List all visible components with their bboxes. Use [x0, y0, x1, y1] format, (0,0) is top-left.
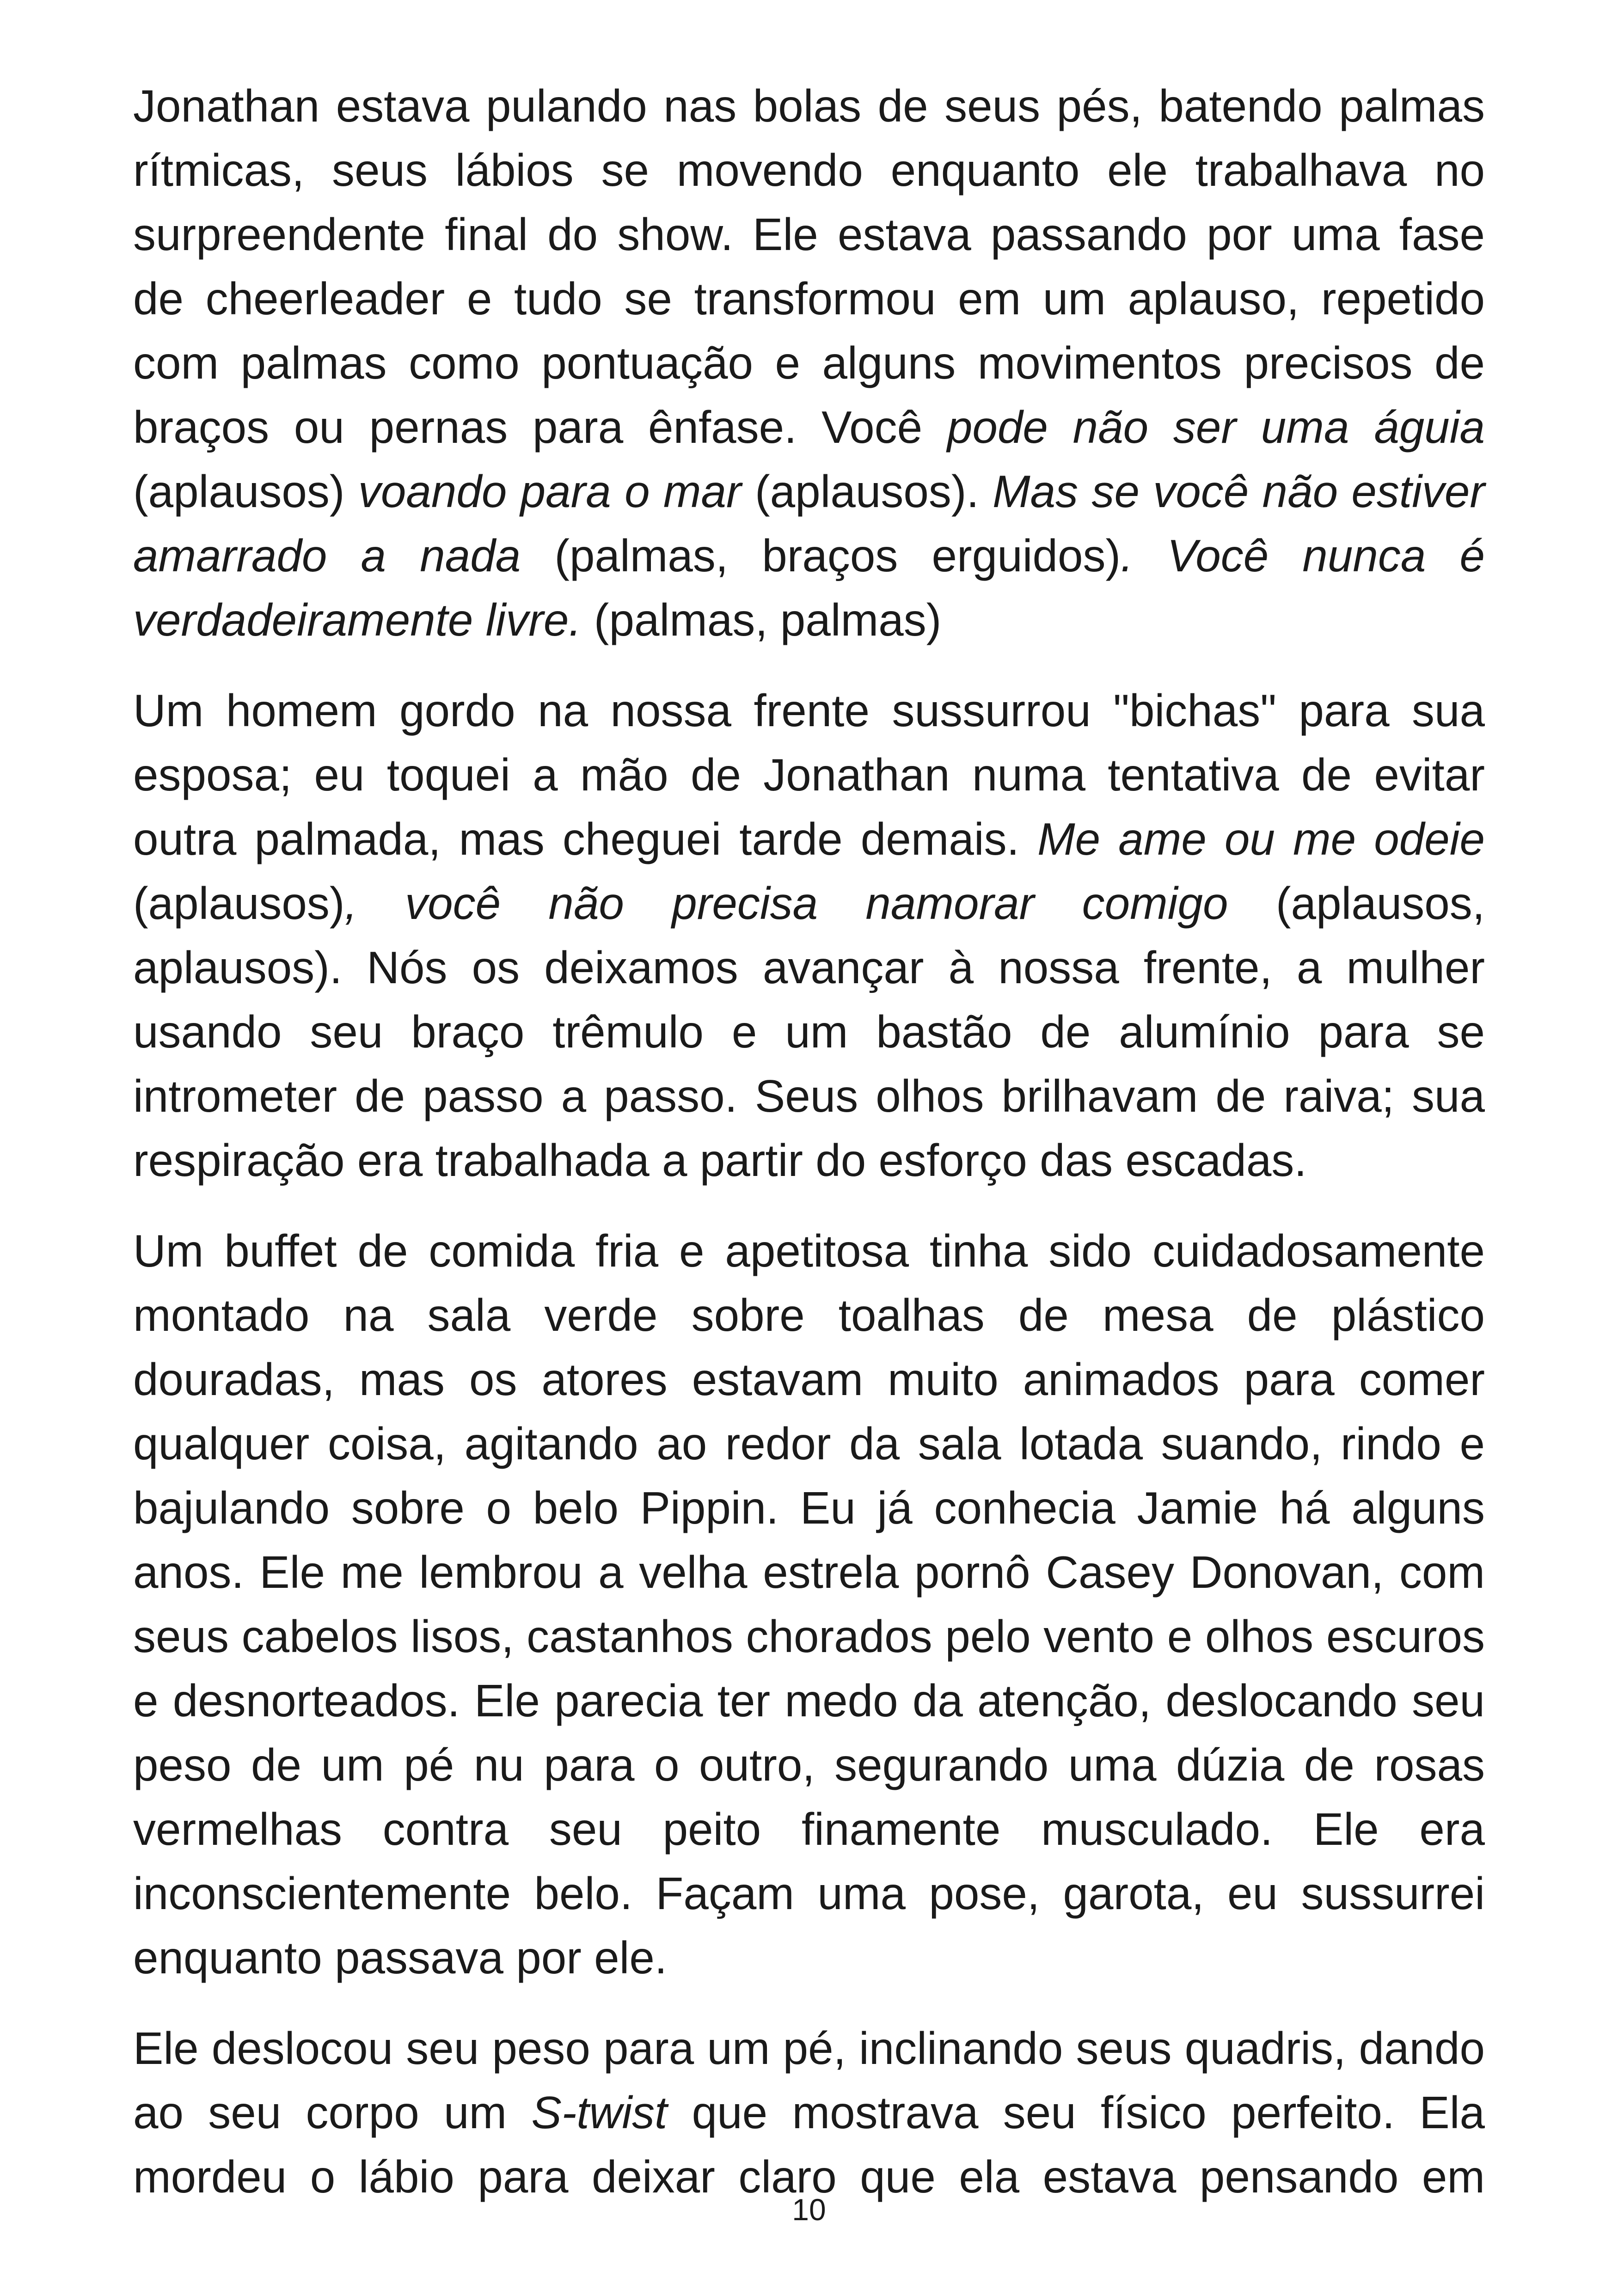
italic-text-run: Me ame ou me odeie — [1037, 814, 1485, 864]
text-run: que mostrava seu físico perfeito. Ela mordeu o lábio para deixar claro que ela estava pensando em — [133, 2087, 1485, 2202]
text-run: Um buffet de comida fria e apetitosa tinha sido cuidadosamente montado na sala verde sobre toalhas de mesa de plástico douradas, mas os atores estavam muito animados para comer qualquer coisa, agitando ao redor da sala lotada suando, rindo e bajulando sobre o belo Pippin. Eu já conhecia Jamie há alguns anos. Ele me lembrou a velha estrela pornô Casey Donovan, com seus cabelos lisos, castanhos chorados pelo vento e olhos escuros e desnorteados. Ele parecia ter medo da atenção, deslocando seu peso de um pé nu para o outro, segurando uma dúzia de rosas vermelhas contra seu peito finamente musculado. Ele era inconscientemente belo. Façam uma pose, garota, eu sussurrei enquanto passava por ele. — [133, 1225, 1485, 1983]
text-run: (palmas, braços erguidos) — [521, 530, 1121, 581]
page-number: 10 — [792, 2192, 826, 2227]
paragraph — [133, 74, 1485, 652]
text-run: Um homem gordo na nossa frente sussurrou "bichas" para sua esposa; eu toquei a mão de Jonathan numa tentativa de evitar outra palmada, mas cheguei tarde demais. — [133, 685, 1485, 864]
text-run: (aplausos). — [741, 466, 993, 517]
text-run: (aplausos) — [133, 466, 358, 517]
italic-text-run: , você não precisa namorar comigo — [344, 878, 1228, 929]
italic-text-run: voando para o mar — [358, 466, 742, 517]
document-body — [133, 74, 1485, 2235]
paragraph — [133, 1219, 1485, 1990]
text-run: (palmas, palmas) — [581, 594, 942, 645]
text-run: Jonathan estava pulando nas bolas de seus pés, batendo palmas rítmicas, seus lábios se movendo enquanto ele trabalhava no surpreendente final do show. Ele estava passando por uma fase de cheerleader e tudo se transformou em um aplauso, repetido com palmas como pontuação e alguns movimentos precisos de braços ou pernas para ênfase. Você — [133, 80, 1485, 453]
italic-text-run: . Você nunca é verdadeiramente livre. — [133, 530, 1485, 645]
paragraph — [133, 679, 1485, 1193]
text-run: Ele deslocou seu peso para um pé, inclinando seus quadris, dando ao seu corpo um — [133, 2023, 1485, 2138]
text-run: (aplausos) — [133, 878, 345, 929]
italic-text-run: pode não ser uma águia — [947, 402, 1485, 453]
italic-text-run: Mas se você não estiver amarrado a nada — [133, 466, 1485, 581]
paragraph — [133, 2016, 1485, 2209]
text-run: (aplausos, aplausos). Nós os deixamos avançar à nossa frente, a mulher usando seu braço trêmulo e um bastão de alumínio para se intrometer de passo a passo. Seus olhos brilhavam de raiva; sua respiração era trabalhada a partir do esforço das escadas. — [133, 878, 1485, 1186]
italic-text-run: S-twist — [531, 2087, 668, 2138]
